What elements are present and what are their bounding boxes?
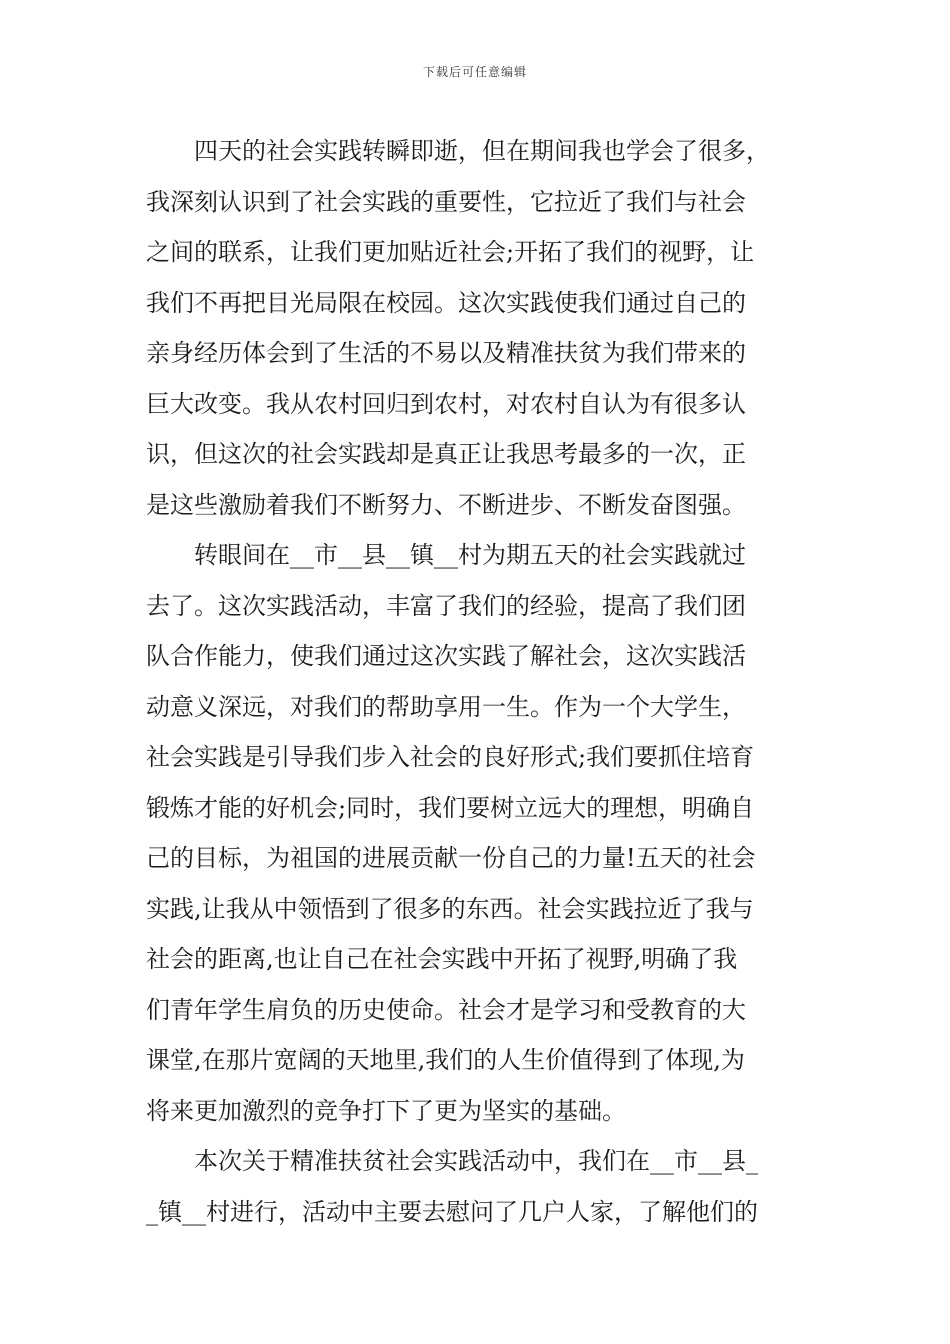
text-line: 是这些激励着我们不断努力、不断进步、不断发奋图强。 [146, 490, 746, 519]
text-line: 社会的距离,也让自己在社会实践中开拓了视野,明确了我 [146, 945, 738, 973]
text-line: 实践,让我从中领悟到了很多的东西。社会实践拉近了我与 [146, 894, 754, 923]
text-line: 将来更加激烈的竞争打下了更为坚实的基础。 [146, 1096, 626, 1125]
text-line: 我们不再把目光局限在校园。这次实践使我们通过自己的 [146, 288, 746, 317]
text-line: 己的目标，为祖国的进展贡献一份自己的力量!五天的社会 [146, 844, 756, 872]
text-line: _镇__村进行，活动中主要去慰问了几户人家，了解他们的 [146, 1197, 758, 1226]
paragraph-1 [146, 126, 810, 530]
paragraph-2 [146, 530, 810, 1136]
text-line: 巨大改变。我从农村回归到农村，对农村自认为有很多认 [146, 389, 746, 418]
text-line: 队合作能力，使我们通过这次实践了解社会，这次实践活 [146, 642, 746, 670]
page-header: 下载后可任意编辑 [422, 65, 527, 79]
text-line: 们青年学生肩负的历史使命。社会才是学习和受教育的大 [146, 995, 746, 1024]
text-line: 课堂,在那片宽阔的天地里,我们的人生价值得到了体现,为 [146, 1046, 745, 1074]
text-line: 四天的社会实践转瞬即逝，但在期间我也学会了很多， [194, 137, 770, 165]
text-line: 社会实践是引导我们步入社会的良好形式;我们要抓住培育 [146, 743, 755, 771]
text-line: 转眼间在__市__县__镇__村为期五天的社会实践就过 [194, 541, 746, 569]
document-body [146, 126, 810, 1237]
text-line: 锻炼才能的好机会;同时，我们要树立远大的理想，明确自 [146, 793, 755, 822]
text-line: 我深刻认识到了社会实践的重要性，它拉近了我们与社会 [146, 187, 746, 216]
text-line: 之间的联系，让我们更加贴近社会;开拓了我们的视野，让 [146, 238, 755, 266]
text-line: 亲身经历体会到了生活的不易以及精准扶贫为我们带来的 [146, 339, 746, 367]
paragraph-3 [146, 1136, 810, 1237]
text-line: 识，但这次的社会实践却是真正让我思考最多的一次，正 [146, 440, 746, 468]
text-line: 动意义深远，对我们的帮助享用一生。作为一个大学生， [146, 692, 746, 721]
text-line: 本次关于精准扶贫社会实践活动中，我们在__市__县_ [194, 1147, 758, 1175]
text-line: 去了。这次实践活动，丰富了我们的经验，提高了我们团 [146, 591, 746, 620]
